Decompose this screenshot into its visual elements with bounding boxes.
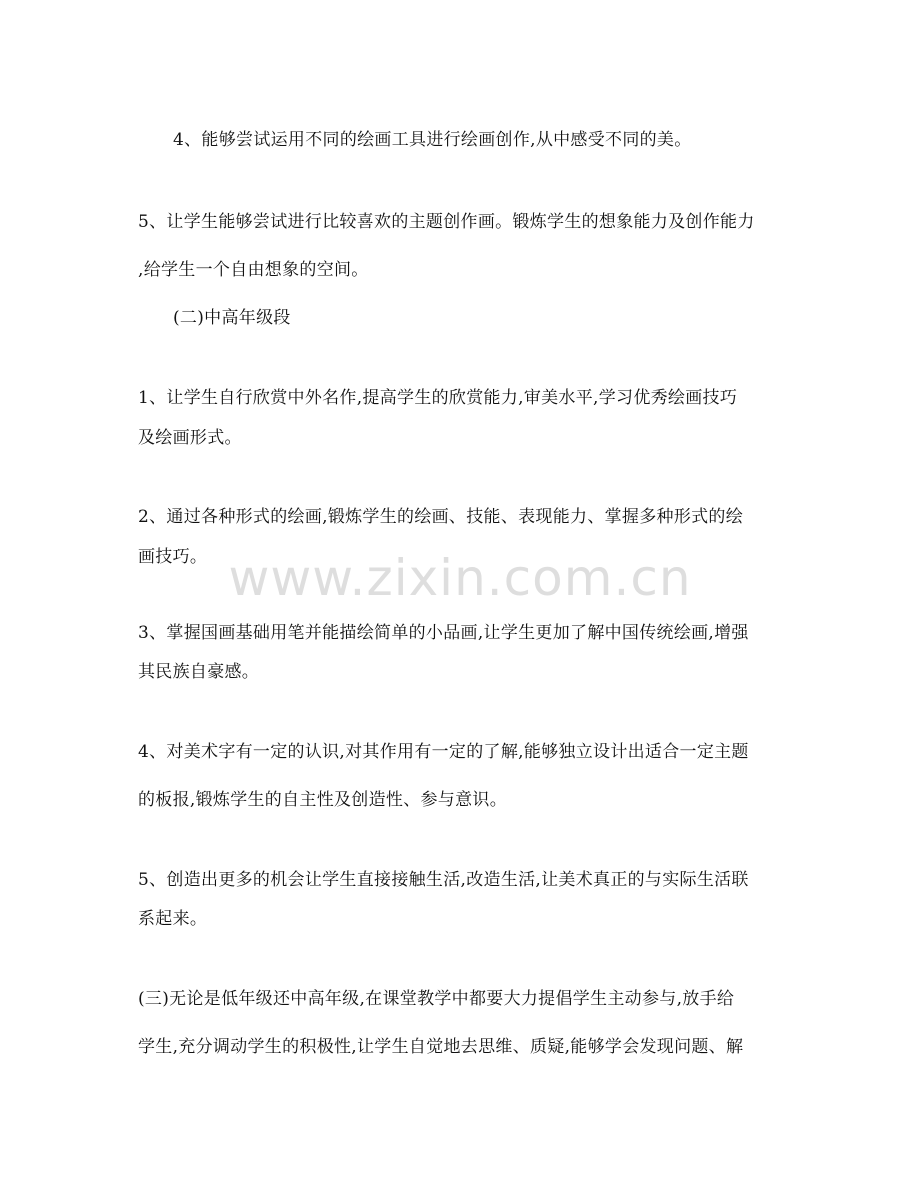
paragraph-line: 5、让学生能够尝试进行比较喜欢的主题创作画。锻炼学生的想象能力及创作能力 (138, 212, 755, 232)
paragraph-line: (三)无论是低年级还中高年级,在课堂教学中都要大力提倡学生主动参与,放手给 (138, 989, 735, 1009)
paragraph-line: 学生,充分调动学生的积极性,让学生自觉地去思维、质疑,能够学会发现问题、解 (138, 1037, 744, 1057)
paragraph-line: 4、对美术字有一定的认识,对其作用有一定的了解,能够独立设计出适合一定主题 (138, 742, 749, 762)
section-heading: (二)中高年级段 (173, 308, 291, 328)
paragraph-line: 系起来。 (138, 909, 208, 929)
paragraph-line: 及绘画形式。 (138, 428, 242, 448)
paragraph-line: 1、让学生自行欣赏中外名作,提高学生的欣赏能力,审美水平,学习优秀绘画技巧 (138, 388, 738, 408)
watermark: www.zixin.com.cn (228, 549, 692, 607)
paragraph-line: 3、掌握国画基础用笔并能描绘简单的小品画,让学生更加了解中国传统绘画,增强 (138, 623, 749, 643)
paragraph-line: 的板报,锻炼学生的自主性及创造性、参与意识。 (138, 790, 508, 810)
paragraph-line: 2、通过各种形式的绘画,锻炼学生的绘画、技能、表现能力、掌握多种形式的绘 (138, 507, 744, 527)
paragraph-line: 其民族自豪感。 (138, 662, 260, 682)
paragraph-line: 4、能够尝试运用不同的绘画工具进行绘画创作,从中感受不同的美。 (173, 130, 692, 150)
paragraph-line: ,给学生一个自由想象的空间。 (138, 260, 369, 280)
paragraph-line: 画技巧。 (138, 547, 208, 567)
paragraph-line: 5、创造出更多的机会让学生直接接触生活,改造生活,让美术真正的与实际生活联 (138, 870, 749, 890)
